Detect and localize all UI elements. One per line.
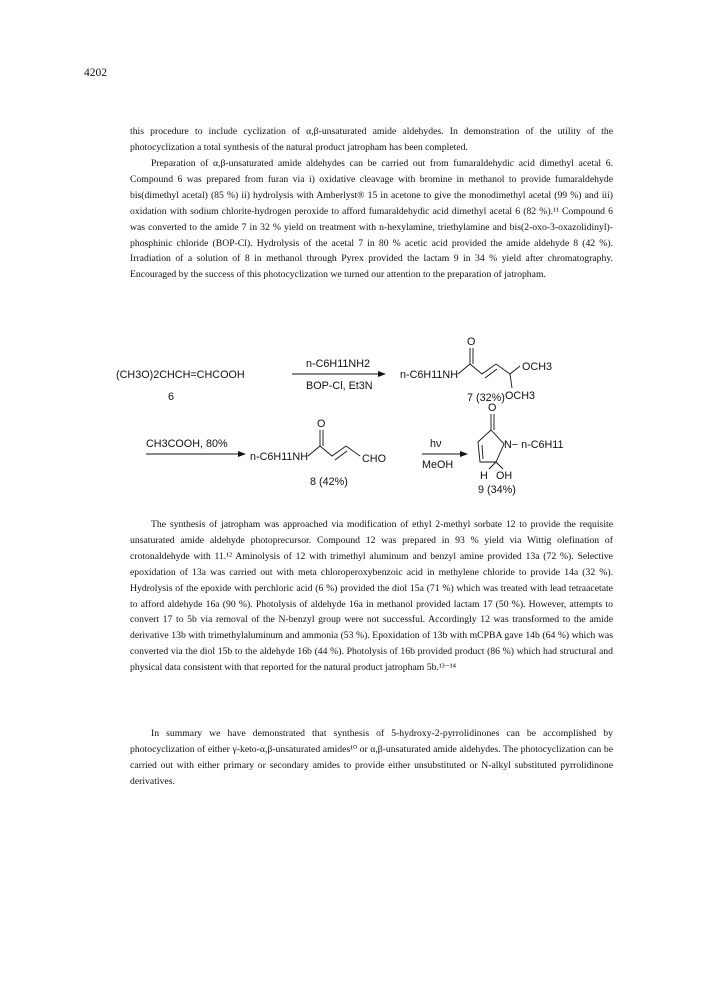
compound-7-label: 7 (32%)	[467, 392, 505, 404]
compound-7-bonds	[458, 364, 520, 374]
compound-9-hydroxyl: OH	[496, 470, 513, 482]
compound-9-oxygen: O	[488, 402, 497, 414]
compound-8-oxygen: O	[317, 418, 326, 430]
step1-reagent-bottom: BOP-Cl, Et3N	[306, 380, 373, 392]
paragraph-preparation: Preparation of α,β-unsaturated amide aldehydes can be carried out from fumaraldehydic acid dimethyl acetal 6. Compound 6 was prepared from furan via i) oxidative cleavage with bromine in methanol to provide fumaraldehyde bis(dimethyl acetal) (85 %) ii) hydrolysis with Amberlyst® 15 in acetone to give the monodimethyl acetal (99 %) and iii) oxidation with sodium chlorite-hydrogen peroxide to afford fumaraldehydic acid dimethyl acetal 6 (82 %).¹¹ Compound 6 was converted to the amide 7 in 32 % yield on treatment with n-hexylamine, triethylamine and bis(2-oxo-3-oxazolidinyl)-phosphinic chloride (BOP-Cl). Hydrolysis of the acetal 7 in 80 % acetic acid provided the amide aldehyde 8 (42 %). Irradiation of a solution of 8 in methanol through Pyrex provided the lactam 9 in 34 % yield after chromatography. Encouraged by the success of this photocyclization we turned our attention to the preparation of jatropham.	[130, 158, 613, 281]
compound-7-oxygen: O	[467, 336, 476, 348]
step3-reagent-top: hν	[430, 438, 442, 450]
compound-9-hydrogen: H	[480, 470, 488, 482]
compound-6-label: 6	[168, 391, 175, 403]
compound-8-aldehyde: CHO	[362, 453, 386, 465]
compound-7-och3-b: OCH3	[505, 390, 535, 402]
step1-reagent-top: n-C6H11NH2	[306, 358, 371, 370]
reaction-scheme	[100, 334, 620, 504]
compound-9-nitrogen: N− n-C6H11	[504, 439, 564, 451]
compound-9-ring-double	[482, 445, 483, 459]
page-number: 4202	[84, 67, 107, 79]
compound-8-bonds	[308, 446, 360, 456]
compound-7-amine: n-C6H11NH	[400, 369, 459, 381]
step2-reagent: CH3COOH, 80%	[146, 438, 228, 450]
compound-9-label: 9 (34%)	[478, 484, 516, 496]
reaction-arrow-3-head	[460, 451, 468, 457]
paragraph-jatropham-synthesis: The synthesis of jatropham was approached via modification of ethyl 2-methyl sorbate 12 to provide the requisite unsaturated amide aldehyde photoprecursor. Compound 12 was prepared in 93 % yield via Wittig olefination of crotonaldehyde with 11.¹² Aminolysis of 12 with trimethyl aluminum and benzyl amine provided 13a (72 %). Selective epoxidation of 13a was carried out with meta chloroperoxybenzoic acid in methylene chloride to provide 14a (32 %). Hydrolysis of the epoxide with perchloric acid (6 %) provided the diol 15a (71 %) which was treated with lead tetraacetate to afford aldehyde 16a (90 %). Photolysis of aldehyde 16a in methanol provided lactam 17 (50 %). However, attempts to convert 17 to 5b via removal of the N-benzyl group were not successful. Accordingly 12 was transformed to the amide derivative 13b with trimethylaluminum and ammonia (53 %). Epoxidation of 13b with mCPBA gave 14b (64 %) which was converted via the diol 15b to the aldehyde 16b (44 %). Photolysis of 16b provided product (86 %) which had structural and physical data consistent with that reported for the natural product jatropham 5b.¹³⁻¹⁴	[130, 519, 613, 674]
paragraph-intro: this procedure to include cyclization of α,β-unsaturated amide aldehydes. In demonstration of the utility of the photocyclization a total synthesis of the natural product jatropham has been completed.	[130, 126, 613, 153]
compound-7-acetal-bond	[510, 374, 512, 388]
reaction-arrow-1-head	[378, 371, 386, 377]
compound-6-formula: (CH3O)2CHCH=CHCOOH	[116, 369, 245, 381]
paragraph-summary: In summary we have demonstrated that synthesis of 5-hydroxy-2-pyrrolidinones can be accomplished by photocyclization of either γ-keto-α,β-unsaturated amides¹⁰ or α,β-unsaturated amide aldehydes. The photocyclization can be carried out with either primary or secondary amides to provide either unsubstituted or N-alkyl substituted pyrrolidinone derivatives.	[130, 728, 613, 787]
compound-8-amine: n-C6H11NH	[250, 451, 309, 463]
compound-9-h-bond	[489, 462, 496, 469]
compound-7-och3-a: OCH3	[522, 361, 552, 373]
reaction-arrow-2-head	[238, 451, 246, 457]
compound-8-label: 8 (42%)	[310, 476, 348, 488]
compound-9-oh-bond	[496, 462, 503, 469]
step3-reagent-bottom: MeOH	[422, 459, 454, 471]
